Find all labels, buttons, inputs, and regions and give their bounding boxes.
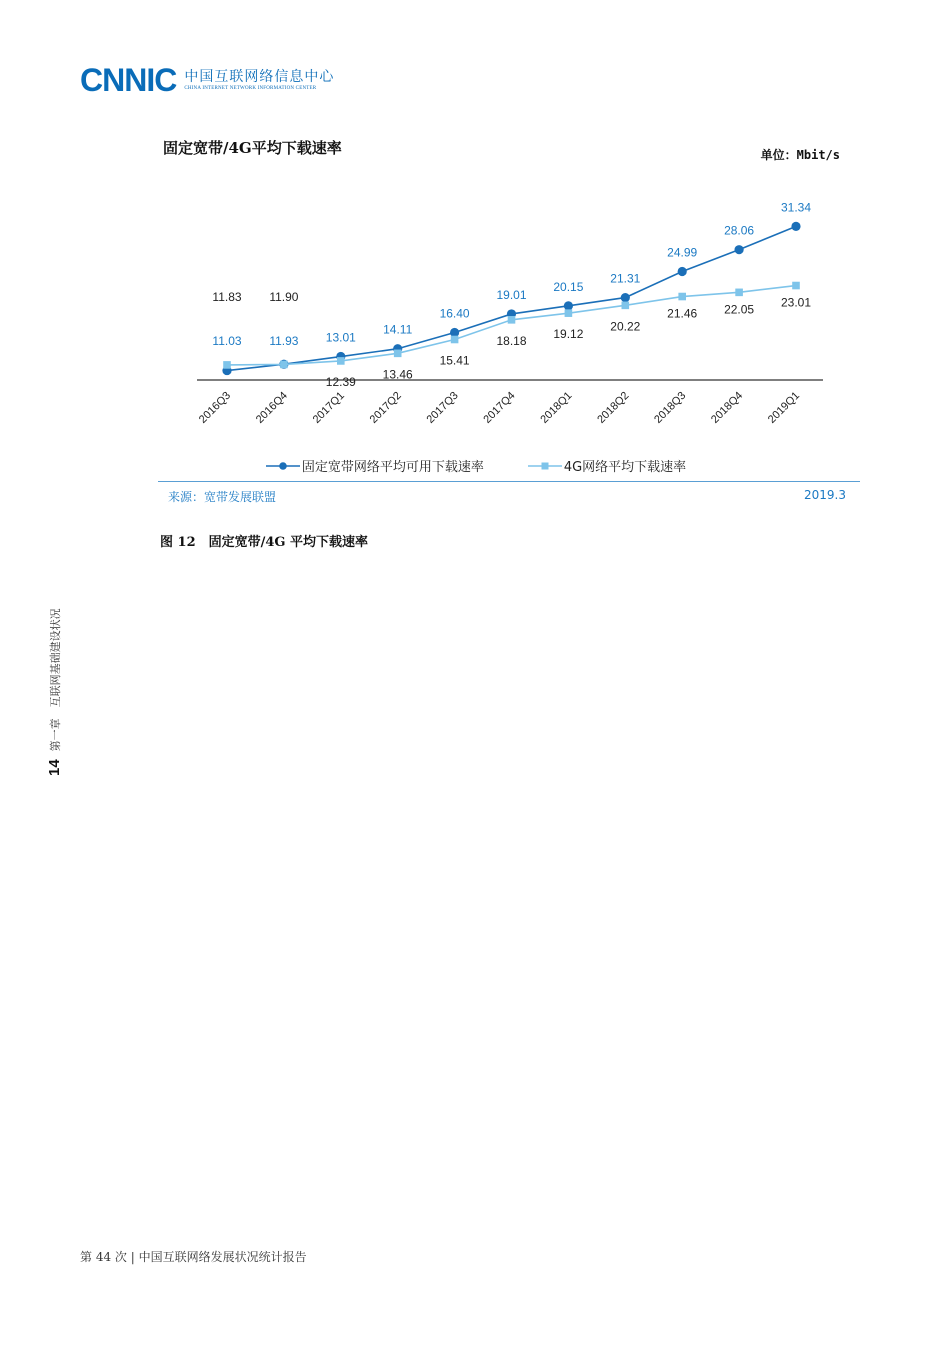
4g-data-point (451, 336, 459, 344)
data-label-broadband: 21.31 (610, 271, 641, 286)
x-tick-label: 2016Q3 (196, 389, 234, 426)
data-label-broadband: 20.15 (553, 279, 584, 294)
4g-data-point (280, 361, 288, 369)
legend-circle-marker-icon (266, 461, 300, 471)
data-label-broadband: 11.03 (212, 334, 242, 348)
4g-data-point (735, 289, 743, 297)
source-label: 来源：宽带发展联盟 (168, 490, 277, 504)
side-chapter-title: 第一章 互联网基础建设状况 (48, 608, 62, 752)
side-page-number: 14 (46, 759, 63, 776)
4g-data-point (394, 350, 402, 358)
x-tick-label: 2017Q4 (481, 389, 518, 426)
data-label-broadband: 28.06 (724, 223, 755, 238)
legend-item-4g (528, 456, 686, 475)
broadband-data-point (678, 267, 687, 276)
cnnic-logo (80, 64, 334, 96)
x-tick-label: 2017Q3 (424, 389, 461, 426)
page-footer: 第 44 次 | 中国互联网络发展状况统计报告 (80, 1250, 307, 1264)
unit-label: 单位：Mbit/s (760, 148, 840, 162)
4g-data-point (337, 357, 345, 365)
data-label-broadband: 16.40 (439, 306, 470, 321)
4g-data-point (622, 302, 630, 310)
broadband-data-point (450, 328, 459, 337)
data-label-4g: 20.22 (610, 319, 641, 334)
data-label-broadband: 14.11 (383, 322, 413, 337)
legend-label-4g: 4G网络平均下载速率 (563, 460, 687, 475)
date-label: 2019.3 (804, 488, 846, 502)
data-label-broadband: 31.34 (780, 200, 812, 215)
x-tick-label: 2017Q2 (367, 389, 404, 426)
broadband-data-point (735, 245, 744, 254)
side-chapter-tab (46, 608, 63, 776)
data-label-4g: 18.18 (496, 333, 527, 348)
data-label-4g: 23.01 (780, 295, 812, 310)
logo-wordmark: CNNIC (80, 62, 177, 98)
4g-data-point (565, 309, 573, 317)
x-tick-label: 2016Q4 (253, 389, 291, 426)
source-divider (158, 481, 860, 482)
4g-data-point (792, 282, 800, 290)
org-name-en: CHINA INTERNET NETWORK INFORMATION CENTER (184, 85, 317, 91)
legend-square-marker-icon (528, 461, 562, 471)
x-tick-label: 2017Q1 (310, 389, 347, 426)
x-tick-label: 2019Q1 (765, 389, 803, 426)
4g-data-point (223, 361, 231, 369)
data-label-4g: 19.12 (553, 327, 584, 342)
line-chart (150, 170, 840, 450)
data-label-4g: 22.05 (724, 302, 755, 317)
data-label-4g: 13.46 (382, 367, 413, 382)
legend-item-broadband (266, 456, 484, 475)
data-label-broadband: 13.01 (325, 330, 356, 345)
data-label-broadband: 19.01 (496, 287, 527, 302)
broadband-data-point (791, 222, 800, 231)
figure-caption: 图 12 固定宽带/4G 平均下载速率 (160, 535, 369, 550)
data-label-4g: 15.41 (439, 353, 470, 368)
org-name-cn: 中国互联网络信息中心 (184, 68, 335, 85)
data-label-broadband: 11.93 (269, 334, 299, 348)
4g-data-point (678, 293, 686, 301)
x-tick-label: 2018Q4 (709, 389, 746, 426)
legend-label-broadband: 固定宽带网络平均可用下载速率 (301, 460, 484, 475)
data-label-4g: 11.83 (212, 290, 242, 304)
x-tick-label: 2018Q1 (538, 389, 575, 426)
4g-data-point (508, 316, 516, 324)
chart-legend (0, 456, 952, 475)
data-label-4g: 21.46 (667, 306, 698, 321)
org-name-block (184, 69, 334, 92)
chart-title: 固定宽带/4G平均下载速率 (163, 139, 342, 157)
data-label-4g: 11.90 (269, 290, 299, 304)
data-label-broadband: 24.99 (667, 245, 698, 260)
x-tick-label: 2018Q3 (652, 389, 689, 426)
data-label-4g: 12.39 (325, 374, 356, 389)
broadband-data-point (564, 301, 573, 310)
x-tick-label: 2018Q2 (595, 389, 632, 426)
broadband-data-point (621, 293, 630, 302)
